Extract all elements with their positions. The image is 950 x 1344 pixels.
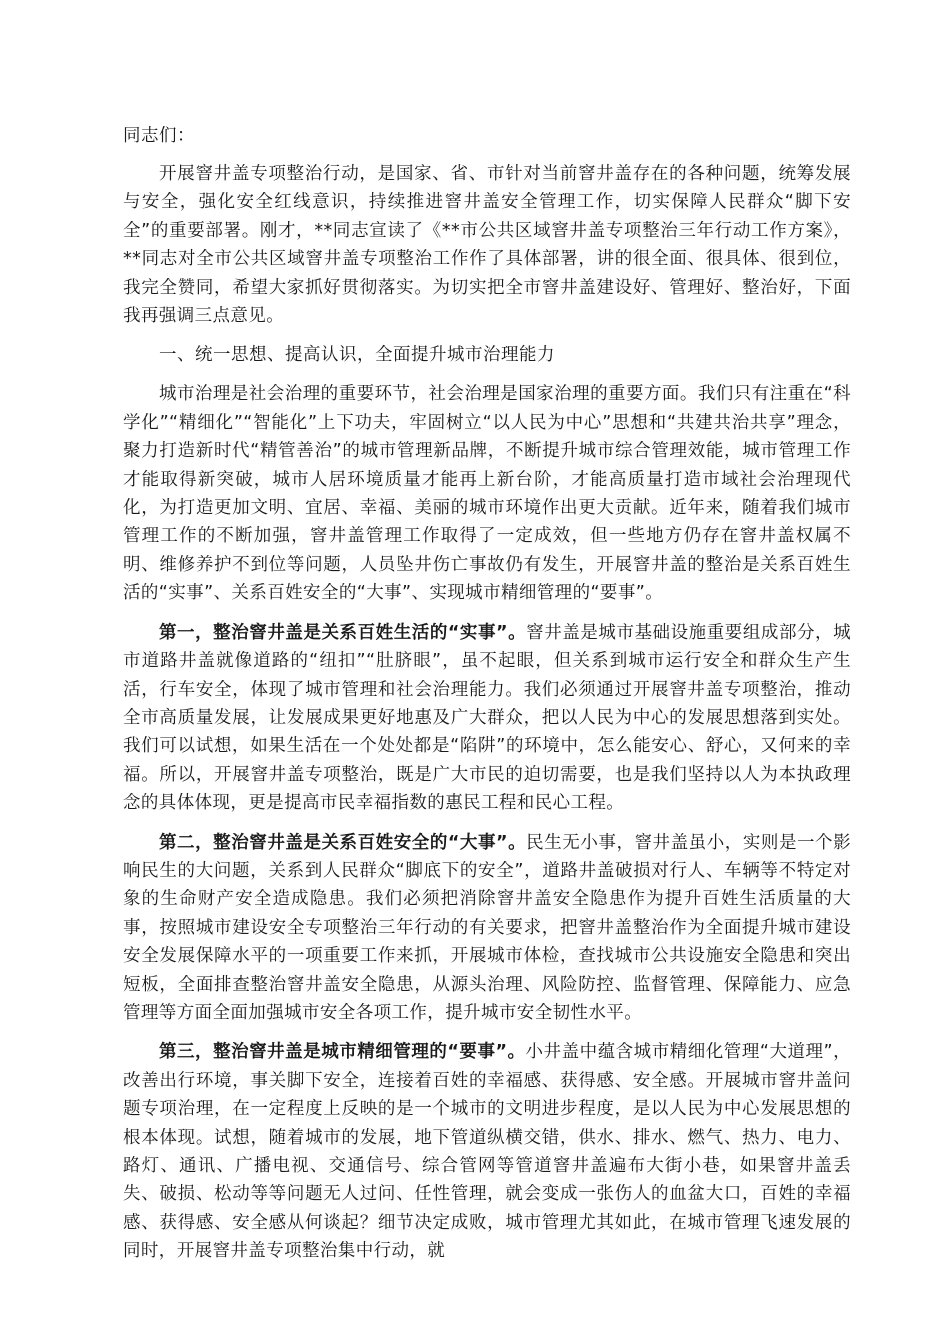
point-1-paragraph xyxy=(123,619,851,818)
point-3-paragraph xyxy=(123,1038,851,1265)
point-2-body: 民生无小事，窨井盖虽小，实则是一个影响民生的大问题，关系到人民群众“脚底下的安全”，道路井盖破损对行人、车辆等不特定对象的生命财产安全造成隐患。我们必须把消除窨井盖安全隐患作为提升百姓生活质量的大事，按照城市建设安全专项整治三年行动的有关要求，把窨井盖整治作为全面提升城市建设安全发展保障水平的一项重要工作来抓，开展城市体检，查找城市公共设施安全隐患和突出短板，全面排查整治窨井盖安全隐患，从源头治理、风险防控、监督管理、保障能力、应急管理等方面全面加强城市安全各项工作，提升城市安全韧性水平。 xyxy=(123,832,852,1023)
point-2-paragraph xyxy=(123,829,851,1028)
point-1-lead: 第一，整治窨井盖是关系百姓生活的“实事”。 xyxy=(159,622,527,643)
point-3-lead: 第三，整治窨井盖是城市精细管理的“要事”。 xyxy=(159,1042,526,1063)
point-1-body: 窨井盖是城市基础设施重要组成部分，城市道路井盖就像道路的“纽扣”“肚脐眼”，虽不起眼，但关系到城市运行安全和群众生产生活，行车安全，体现了城市管理和社会治理能力。我们必须通过开展窨井盖专项整治，推动全市高质量发展，让发展成果更好地惠及广大群众，把以人民为中心的发展思想落到实处。我们可以试想，如果生活在一个处处都是“陷阱”的环境中，怎么能安心、舒心，又何来的幸福。所以，开展窨井盖专项整治，既是广大市民的迫切需要，也是我们坚持以人为本执政理念的具体体现，更是提高市民幸福指数的惠民工程和民心工程。 xyxy=(123,622,852,814)
section-1-paragraph: 城市治理是社会治理的重要环节，社会治理是国家治理的重要方面。我们只有注重在“科学化”“精细化”“智能化”上下功夫，牢固树立“以人民为中心”思想和“共建共治共享”理念，聚力打造新时代“精管善治”的城市管理新品牌，不断提升城市综合管理效能，城市管理工作才能取得新突破，城市人居环境质量才能再上新台阶，才能高质量打造市域社会治理现代化，为打造更加文明、宜居、幸福、美丽的城市环境作出更大贡献。近年来，随着我们城市管理工作的不断加强，窨井盖管理工作取得了一定成效，但一些地方仍存在窨井盖权属不明、维修养护不到位等问题，人员坠井伤亡事故仍有发生，开展窨井盖的整治是关系百姓生活的“实事”、关系百姓安全的“大事”、实现城市精细管理的“要事”。 xyxy=(123,384,851,604)
intro-paragraph: 开展窨井盖专项整治行动，是国家、省、市针对当前窨井盖存在的各种问题，统筹发展与安全，强化安全红线意识，持续推进窨井盖安全管理工作，切实保障人民群众“脚下安全”的重要部署。刚才，**同志宣读了《**市公共区域窨井盖专项整治三年行动工作方案》，**同志对全市公共区域窨井盖专项整治工作作了具体部署，讲的很全面、很具体、很到位，我完全赞同，希望大家抓好贯彻落实。为切实把全市窨井盖建设好、管理好、整治好，下面我再强调三点意见。 xyxy=(123,164,851,327)
document-body xyxy=(123,122,851,1277)
point-2-lead: 第二，整治窨井盖是关系百姓安全的“大事”。 xyxy=(159,832,527,853)
greeting: 同志们： xyxy=(123,126,195,146)
point-3-body: 小井盖中蕴含城市精细化管理“大道理”，改善出行环境，事关脚下安全，连接着百姓的幸福感、获得感、安全感。开展城市窨井盖问题专项治理，在一定程度上反映的是一个城市的文明进步程度，是以人民为中心发展思想的根本体现。试想，随着城市的发展，地下管道纵横交错，供水、排水、燃气、热力、电力、路灯、通讯、广播电视、交通信号、综合管网等管道窨井盖遍布大街小巷，如果窨井盖丢失、破损、松动等等问题无人过问、任性管理，就会变成一张伤人的血盆大口，百姓的幸福感、获得感、安全感从何谈起？细节决定成败，城市管理尤其如此，在城市管理飞速发展的同时，开展窨井盖专项整治集中行动，就 xyxy=(123,1042,852,1262)
section-1-heading: 一、统一思想、提高认识，全面提升城市治理能力 xyxy=(159,345,555,366)
